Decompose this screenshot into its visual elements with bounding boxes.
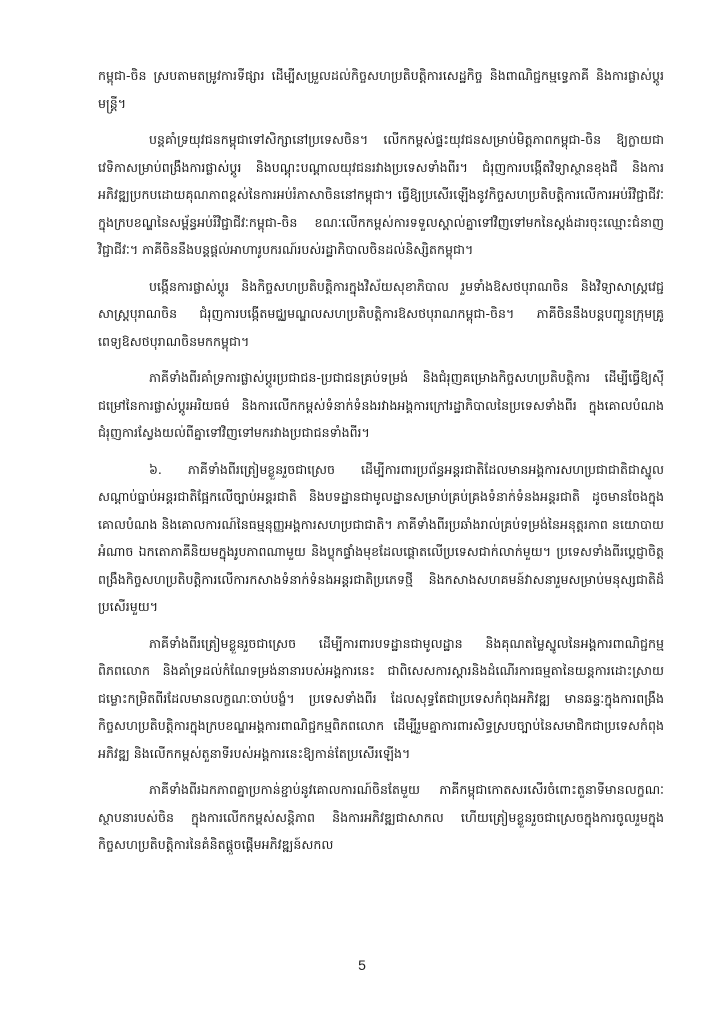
paragraph-3: បង្កើនការផ្លាស់ប្តូរ និងកិច្ចសហប្រតិបត្តិការក្នុងវិស័យសុខាភិបាល រួមទាំងឱសថបុរាណចិន និងវិទ្យាសាស្ត្រវេជ្ជសាស្ត្របុរាណចិន ជំរុញការបង្កើតមជ្ឈមណ្ឌលសហប្រតិបត្តិការឱសថបុរាណកម្ពុជា-ចិន។ ភាគីចិននឹងបន្តបញ្ជូនក្រុមគ្រូពេទ្យឱសថបុរាណចិនមកកម្ពុជា។	[98, 278, 664, 349]
paragraph-4: ភាគីទាំងពីរគាំទ្រការផ្លាស់ប្តូរប្រជាជន-ប្រជាជនគ្រប់ទម្រង់ និងជំរុញគម្រោងកិច្ចសហប្រតិបត្តិការ ដើម្បីធ្វើឱ្យស៊ីជម្រៅនៃការផ្លាស់ប្តូរអរិយធម៌ និងការលើកកម្ពស់ទំនាក់ទំនងរវាងអង្គការក្រៅរដ្ឋាភិបាលនៃប្រទេសទាំងពីរ ក្នុងគោលបំណងជំរុញការស្វែងយល់ពីគ្នាទៅវិញទៅមករវាងប្រជាជនទាំងពីរ។	[98, 370, 664, 440]
paragraph-5: ៦. ភាគីទាំងពីរត្រៀមខ្លួនរួចជាស្រេច ដើម្បីការពារប្រព័ន្ធអន្តរជាតិដែលមានអង្គការសហប្រជាជាតិជាស្នូល សណ្តាប់ធ្នាប់អន្តរជាតិផ្អែកលើច្បាប់អន្តរជាតិ និងបទដ្ឋានជាមូលដ្ឋានសម្រាប់គ្រប់គ្រងទំនាក់ទំនងអន្តរជាតិ ដូចមានចែងក្នុងគោលបំណង និងគោលការណ៍នៃធម្មនុញ្ញអង្គការសហប្រជាជាតិ។ ភាគីទាំងពីរប្រឆាំងរាល់គ្រប់ទម្រង់នៃអនុត្តរភាព នយោបាយអំណាច ឯកតោភាគីនិយមក្នុងរូបភាពណាមួយ និងប្លុកផ្ទាំងមុខដែលផ្តោតលើប្រទេសជាក់លាក់មួយ។ ប្រទេសទាំងពីរប្តេជ្ញាចិត្តពង្រឹងកិច្ចសហប្រតិបត្តិការលើការកសាងទំនាក់ទំនងអន្តរជាតិប្រភេទថ្មី និងកសាងសហគមន៍វាសនារួមសម្រាប់មនុស្សជាតិដ៏ប្រសើរមួយ។	[98, 461, 664, 614]
paragraph-7: ភាគីទាំងពីរឯកភាពគ្នាប្រកាន់ខ្ជាប់នូវគោលការណ៍ចិនតែមួយ ភាគីកម្ពុជាកោតសរសើរចំពោះតួនាទីមានលក្ខណៈស្ថាបនារបស់ចិន ក្នុងការលើកកម្ពស់សន្តិភាព និងការអភិវឌ្ឍជាសាកល ហើយត្រៀមខ្លួនរួចជាស្រេចក្នុងការចូលរួមក្នុងកិច្ចសហប្រតិបត្តិការនៃគំនិតផ្តួចផ្តើមអភិវឌ្ឍន៍សកល	[98, 782, 664, 852]
paragraph-6: ភាគីទាំងពីរត្រៀមខ្លួនរួចជាស្រេច ដើម្បីការពារបទដ្ឋានជាមូលដ្ឋាន និងគុណតម្លៃស្នូលនៃអង្គការពាណិជ្ជកម្មពិភពលោក និងគាំទ្រដល់កំណែទម្រង់នានារបស់អង្គការនេះ ជាពិសេសការស្តារនិងដំណើរការធម្មតានៃយន្តការដោះស្រាយជម្លោះកម្រិតពីរដែលមានលក្ខណៈចាប់បង្ខំ។ ប្រទេសទាំងពីរ ដែលសុទ្ធតែជាប្រទេសកំពុងអភិវឌ្ឍ មានឆន្ទៈក្នុងការពង្រឹងកិច្ចសហប្រតិបត្តិការក្នុងក្របខណ្ឌអង្គការពាណិជ្ជកម្មពិភពលោក ដើម្បីរួមគ្នាការពារសិទ្ធស្របច្បាប់នៃសមាជិកជាប្រទេសកំពុងអភិវឌ្ឍ និងលើកកម្ពស់តួនាទីរបស់អង្គការនេះឱ្យកាន់តែប្រសើរឡើង។	[98, 635, 664, 761]
page-number: 5	[358, 957, 366, 973]
paragraph-1: កម្ពុជា-ចិន ស្របតាមតម្រូវការទីផ្សារ ដើម្បីសម្រួលដល់កិច្ចសហប្រតិបត្តិការសេដ្ឋកិច្ច និងពាណិជ្ជកម្មទ្វេភាគី និងការផ្លាស់ប្តូរមន្ត្រី។	[98, 68, 664, 111]
paragraph-2: បន្តគាំទ្រយុវជនកម្ពុជាទៅសិក្សានៅប្រទេសចិន។ លើកកម្ពស់ផ្ទះយុវជនសម្រាប់មិត្តភាពកម្ពុជា-ចិន ឱ្យក្លាយជាវេទិកាសម្រាប់ពង្រឹងការផ្លាស់ប្តូរ និងបណ្តុះបណ្តាលយុវជនរវាងប្រទេសទាំងពីរ។ ជំរុញការបង្កើតវិទ្យាស្ថានខុងជឺ និងការអភិវឌ្ឍប្រកបដោយគុណភាពខ្ពស់នៃការអប់រំភាសាចិននៅកម្ពុជា។ ធ្វើឱ្យប្រសើរឡើងនូវកិច្ចសហប្រតិបត្តិការលើការអប់រំវិជ្ជាជីវៈ ក្នុងក្របខណ្ឌនៃសម្ព័ន្ធអប់រំវិជ្ជាជីវៈកម្ពុជា-ចិន ខណៈលើកកម្ពស់ការទទួលស្គាល់គ្នាទៅវិញទៅមកនៃស្តង់ដារចុះឈ្មោះជំនាញវិជ្ជាជីវៈ។ ភាគីចិននឹងបន្តផ្តល់អាហារូបករណ៍របស់រដ្ឋាភិបាលចិនដល់និស្សិតកម្ពុជា។	[98, 132, 664, 257]
